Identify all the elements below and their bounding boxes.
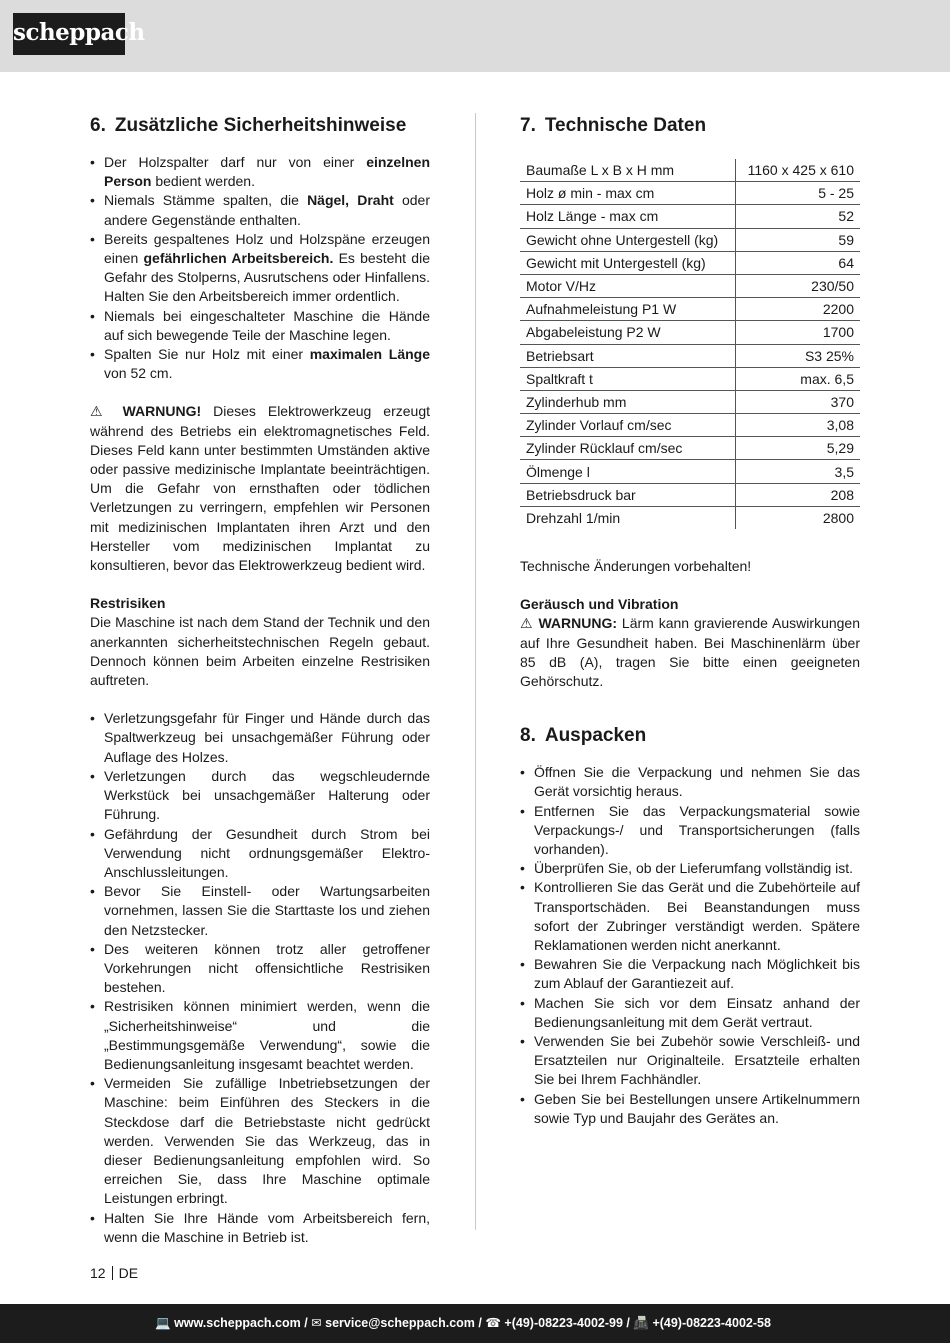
list-item: • Niemals bei eingeschalteter Maschine die Hände auf sich bewegende Teile der Maschine legen. (90, 307, 430, 345)
fax-number: +(49)-08223-4002-58 (652, 1316, 771, 1330)
list-item: • Gefährdung der Gesundheit durch Strom bei Verwendung nicht ordnungsgemäßer Elektro-Anschlussleitungen. (90, 825, 430, 883)
tech-data-table (520, 159, 860, 529)
footer-contacts: 💻 www.scheppach.com / ✉ service@scheppach.com / ☎ +(49)-08223-4002-99 / 📠 +(49)-08223-4002-58 (155, 1316, 771, 1330)
restrisiken-heading: Restrisiken (90, 595, 166, 612)
scheppach-logo: scheppach (13, 13, 125, 55)
table-row: Zylinder Rücklauf cm/sec 5,29 (520, 437, 860, 460)
list-item: • Bereits gespaltenes Holz und Holzspäne erzeugen einen gefährlichen Arbeitsbereich. Es besteht die Gefahr des Stolperns, Ausrutschens oder Hinfallens. Halten Sie den Arbeitsbereich immer ordentlich. (90, 230, 430, 307)
restrisiken-text: Die Maschine ist nach dem Stand der Technik und den anerkannten sicherheitstechnischen Regeln gebaut. Dennoch können beim Arbeiten einzelne Restrisiken auftreten. (90, 614, 430, 689)
list-item: • Verletzungen durch das wegschleudernde Werkstück bei unsachgemäßer Halterung oder Führung. (90, 767, 430, 825)
list-item: • Halten Sie Ihre Hände vom Arbeitsbereich fern, wenn die Maschine in Betrieb ist. (90, 1209, 430, 1247)
section-8-heading: 8. Auspacken (520, 725, 647, 747)
list-item: • Verletzungsgefahr für Finger und Hände durch das Spaltwerkzeug bei unsachgemäßer Führung oder Auflage des Holzes. (90, 709, 430, 767)
computer-icon: 💻 (155, 1316, 171, 1330)
list-item: • Bevor Sie Einstell- oder Wartungsarbeiten vornehmen, lassen Sie die Starttaste los und ziehen den Netzstecker. (90, 882, 430, 940)
noise-warning: ⚠ WARNUNG: Lärm kann gravierende Auswirkungen auf Ihre Gesundheit haben. Bei Maschinenlärm über 85 dB (A), tragen Sie bitte einen geeigneten Gehörschutz. (520, 615, 860, 690)
list-item: • Öffnen Sie die Verpackung und nehmen Sie das Gerät vorsichtig heraus. (520, 763, 860, 801)
list-item: • Vermeiden Sie zufällige Inbetriebsetzungen der Maschine: beim Einführen des Steckers in die Steckdose darf die Betriebstaste nicht gedrückt werden. Verwenden Sie das Werkzeug, das in dieser Bedienungsanleitung empfohlen wird. So erreichen Sie, dass Ihre Maschine optimale Leistungen erbringt. (90, 1074, 430, 1208)
list-item: • Niemals Stämme spalten, die Nägel, Draht oder andere Gegenstände enthalten. (90, 191, 430, 229)
list-item: • Entfernen Sie das Verpackungsmaterial sowie Verpackungs-/ und Transportsicherungen (falls vorhanden). (520, 802, 860, 860)
page-footer (0, 1304, 950, 1343)
list-item: • Geben Sie bei Bestellungen unsere Artikelnummern sowie Typ und Baujahr des Gerätes an. (520, 1090, 860, 1128)
table-row: Gewicht ohne Untergestell (kg) 59 (520, 228, 860, 251)
table-row: Ölmenge l 3,5 (520, 460, 860, 483)
column-divider (475, 113, 476, 1230)
fax-icon: 📠 (633, 1316, 649, 1330)
right-column (520, 113, 860, 1128)
table-row: Motor V/Hz 230/50 (520, 274, 860, 297)
list-item: • Machen Sie sich vor dem Einsatz anhand der Bedienungsanleitung mit dem Gerät vertraut. (520, 994, 860, 1032)
page-number: 12 DE (90, 1265, 139, 1281)
table-row: Betriebsart S3 25% (520, 344, 860, 367)
table-row: Baumaße L x B x H mm 1160 x 425 x 610 (520, 159, 860, 182)
residual-risk-list (90, 709, 430, 1247)
changes-note: Technische Änderungen vorbehalten! (520, 558, 752, 574)
unpacking-list (520, 763, 860, 1128)
safety-list (90, 153, 430, 383)
table-row: Zylinderhub mm 370 (520, 390, 860, 413)
table-row: Holz Länge - max cm 52 (520, 205, 860, 228)
email-link[interactable]: service@scheppach.com (325, 1316, 475, 1330)
website-link[interactable]: www.scheppach.com (174, 1316, 301, 1330)
warning-icon: ⚠ (520, 615, 534, 632)
emf-warning: ⚠ WARNUNG! Dieses Elektrowerkzeug erzeugt während des Betriebs ein elektromagnetisches Feld. Dieses Feld kann unter bestimmten Umständen aktive oder passive medizinische Implantate beeinträchtigen. Um die Gefahr von ernsthaften oder tödlichen Verletzungen zu verringern, empfehlen wir Personen mit medizinischen Implantaten ihren Arzt und den Hersteller vom medizinischen Implantat zu konsultieren, bevor das Elektrowerkzeug bedient wird. (90, 403, 430, 574)
phone-icon: ☎ (485, 1316, 501, 1330)
list-item: • Der Holzspalter darf nur von einer einzelnen Person bedient werden. (90, 153, 430, 191)
table-row: Aufnahmeleistung P1 W 2200 (520, 298, 860, 321)
list-item: • Kontrollieren Sie das Gerät und die Zubehörteile auf Transportschäden. Bei Beanstandungen muss sofort der Zubringer verständigt werden. Spätere Reklamationen werden nicht anerkannt. (520, 878, 860, 955)
section-6-heading: 6. Zusätzliche Sicherheitshinweise (90, 115, 407, 136)
table-row: Drehzahl 1/min 2800 (520, 506, 860, 529)
table-row: Abgabeleistung P2 W 1700 (520, 321, 860, 344)
table-row: Holz ø min - max cm 5 - 25 (520, 182, 860, 205)
noise-heading: Geräusch und Vibration (520, 596, 679, 613)
table-row: Gewicht mit Untergestell (kg) 64 (520, 251, 860, 274)
list-item: • Restrisiken können minimiert werden, wenn die „Sicherheitshinweise“ und die „Bestimmungsgemäße Verwendung“, sowie die Bedienungsanleitung insgesamt beachtet werden. (90, 997, 430, 1074)
table-row: Zylinder Vorlauf cm/sec 3,08 (520, 414, 860, 437)
page-header (0, 0, 950, 72)
list-item: • Bewahren Sie die Verpackung nach Möglichkeit bis zum Ablauf der Garantiezeit auf. (520, 955, 860, 993)
section-7-heading: 7. Technische Daten (520, 115, 707, 136)
mail-icon: ✉ (311, 1316, 322, 1330)
table-row: Betriebsdruck bar 208 (520, 483, 860, 506)
left-column (90, 113, 430, 1247)
phone-number: +(49)-08223-4002-99 (504, 1316, 623, 1330)
list-item: • Spalten Sie nur Holz mit einer maximalen Länge von 52 cm. (90, 345, 430, 383)
list-item: • Des weiteren können trotz aller getroffener Vorkehrungen nicht offensichtliche Restrisiken bestehen. (90, 940, 430, 998)
list-item: • Überprüfen Sie, ob der Lieferumfang vollständig ist. (520, 859, 860, 878)
list-item: • Verwenden Sie bei Zubehör sowie Verschleiß- und Ersatzteilen nur Originalteile. Ersatzteile erhalten Sie bei Ihrem Fachhändler. (520, 1032, 860, 1090)
warning-icon: ⚠ (90, 403, 111, 420)
table-row: Spaltkraft t max. 6,5 (520, 367, 860, 390)
